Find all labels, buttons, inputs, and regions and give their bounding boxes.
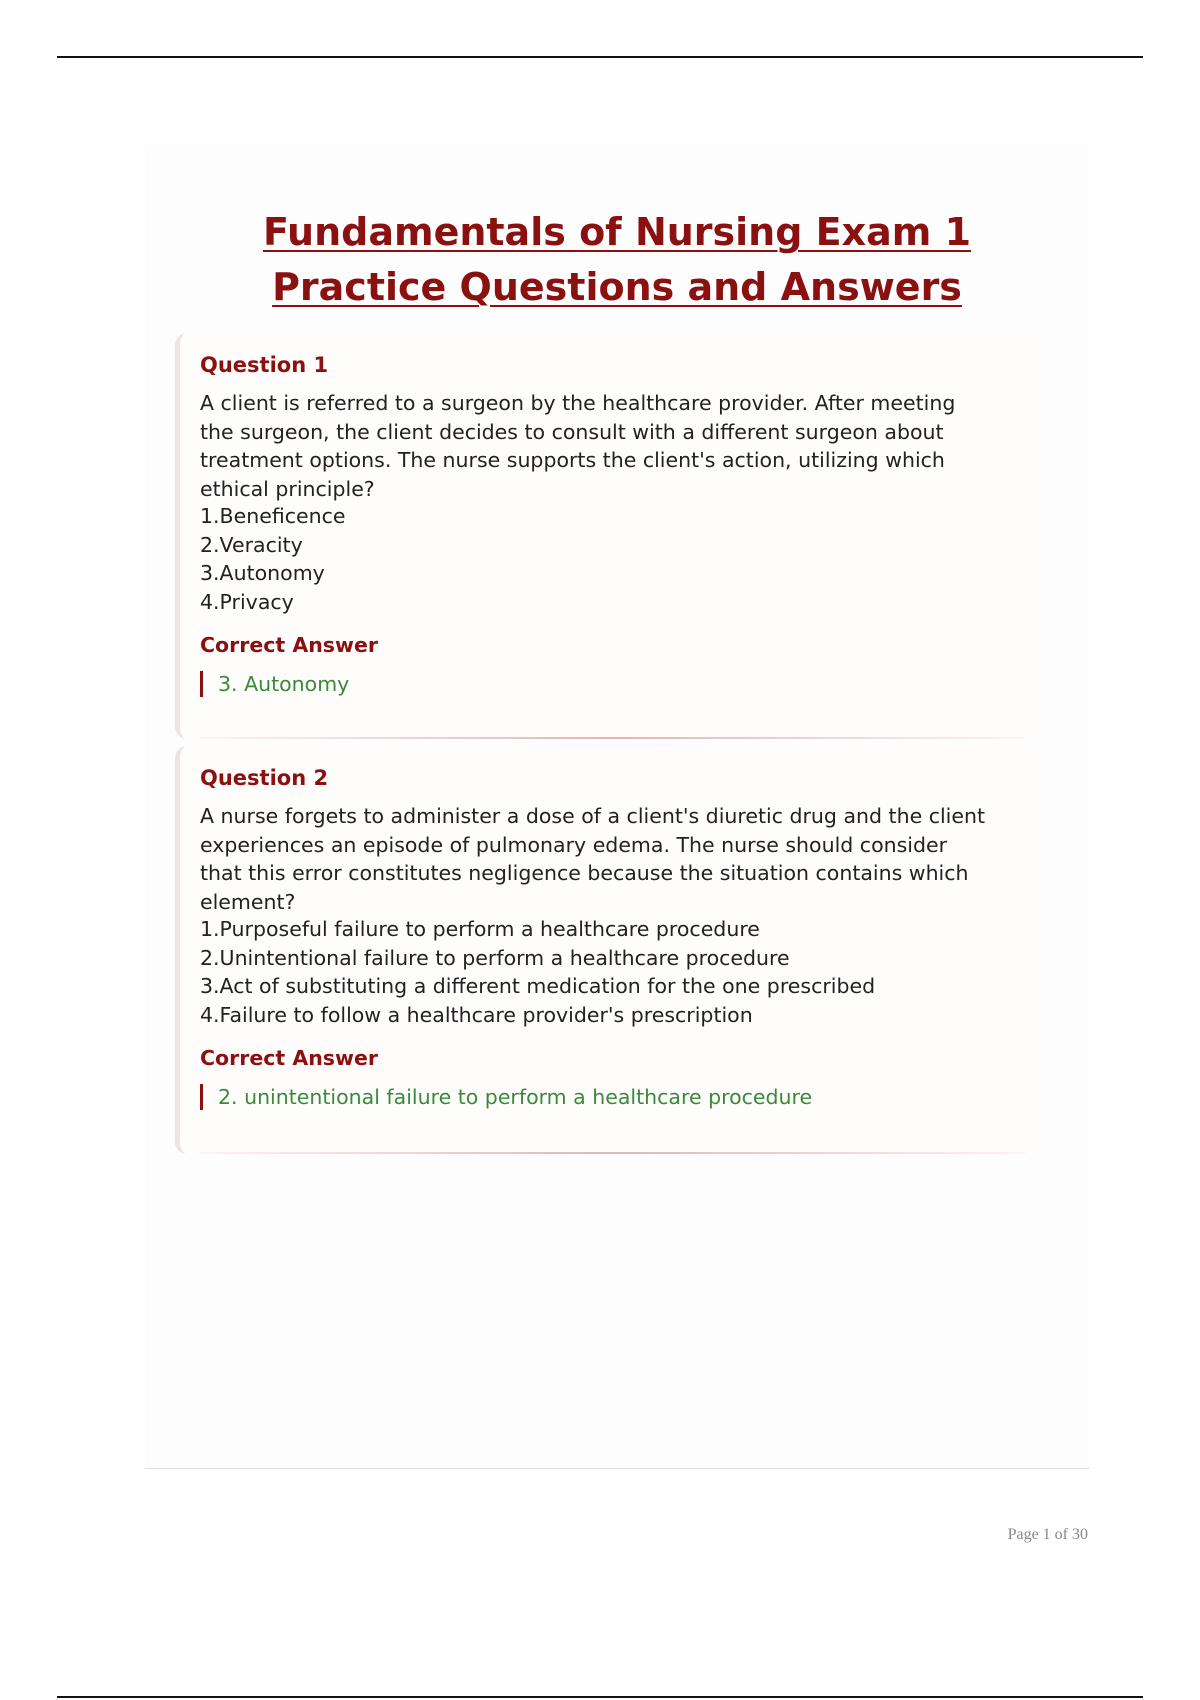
question-text: A client is referred to a surgeon by the healthcare provider. After meeting the surgeon, the client decides to consult with a different surgeon about treatment options. The nurse supports the client's action, utilizing which ethical principle? — [200, 391, 956, 501]
question-label: Question 2 — [200, 766, 329, 790]
option-item: 1.Purposeful failure to perform a healthcare procedure — [200, 917, 760, 941]
option-item: 4.Privacy — [200, 589, 294, 614]
question-label: Question 1 — [200, 353, 329, 377]
top-rule — [57, 56, 1143, 58]
correct-answer-value: 3. Autonomy — [200, 671, 349, 697]
options-list — [200, 502, 346, 616]
footer-rule — [145, 1468, 1089, 1469]
correct-answer-label: Correct Answer — [200, 1046, 378, 1070]
question-card — [175, 746, 1035, 1154]
question-text: A nurse forgets to administer a dose of a client's diuretic drug and the client experiences an episode of pulmonary edema. The nurse should consider that this error constitutes negligence because the situation contains which element? — [200, 804, 986, 914]
options-list — [200, 915, 875, 1029]
document-title: Fundamentals of Nursing Exam 1 Practice Questions and Answers — [262, 210, 972, 309]
correct-answer-value: 2. unintentional failure to perform a healthcare procedure — [200, 1084, 812, 1110]
bottom-rule — [57, 1696, 1143, 1698]
page-number: Page 1 of 30 — [1007, 1526, 1088, 1543]
option-item: 2.Veracity — [200, 532, 303, 557]
option-item: 2.Unintentional failure to perform a healthcare procedure — [200, 945, 790, 970]
option-item: 3.Autonomy — [200, 561, 325, 585]
option-item: 1.Beneficence — [200, 504, 346, 528]
correct-answer-label: Correct Answer — [200, 633, 378, 657]
question-card — [175, 333, 1035, 739]
option-item: 3.Act of substituting a different medication for the one prescribed — [200, 974, 876, 998]
option-item: 4.Failure to follow a healthcare provider's prescription — [200, 1002, 753, 1027]
